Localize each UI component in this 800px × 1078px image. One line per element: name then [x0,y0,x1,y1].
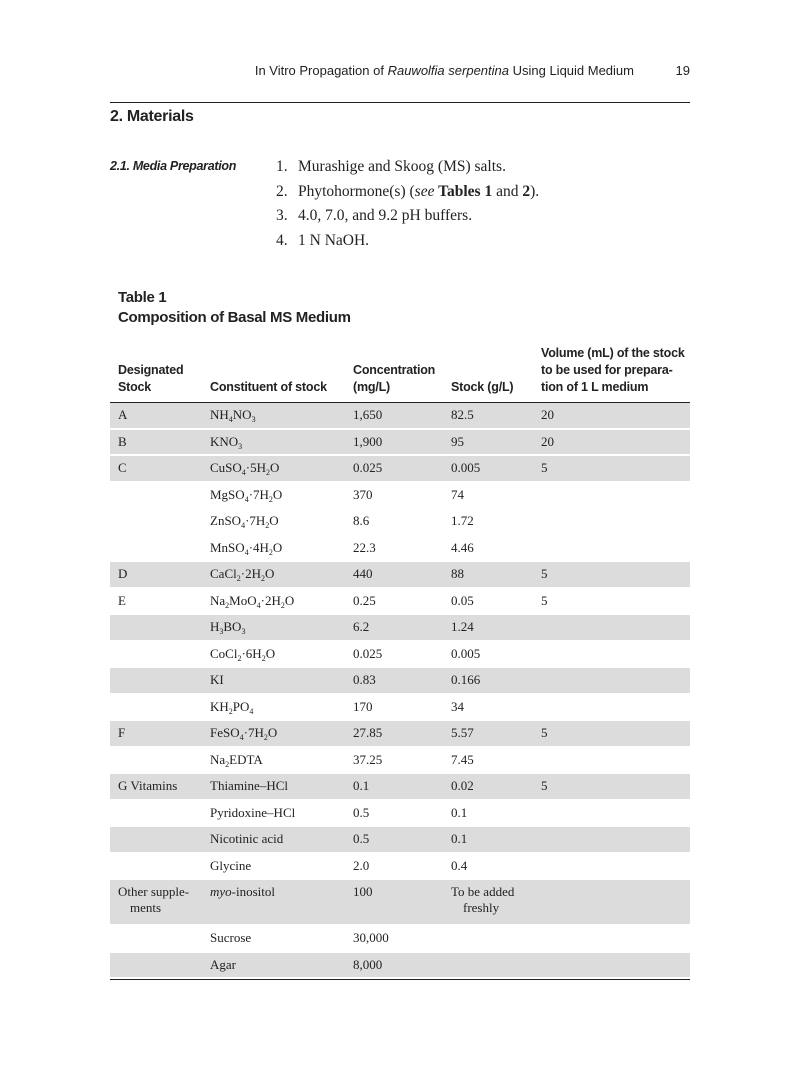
header-designated-stock: Designated Stock [118,363,184,394]
cell-volume: 5 [533,720,690,747]
table-row [110,641,690,668]
list-item [276,207,539,232]
ms-medium-table [110,345,690,979]
cell-constituent: $KH_2PO_4$ [210,698,254,716]
cell-stock-gl: 1.72 [451,513,474,529]
cell-concentration: 0.025 [353,645,383,661]
cell-constituent: $FeSO_4\cdot 7H_2O$ [202,720,345,747]
table-row [110,879,690,925]
cell-constituent: Glycine [210,857,252,873]
cell-stock: F [110,720,202,747]
cell-constituent: Sucrose [210,930,252,946]
list-item-text-pre: Phytohormone(s) ( [298,182,415,200]
cell-stock-gl: 95 [443,429,533,456]
cell-stock-gl [443,925,533,952]
header-rule [110,102,690,103]
table-row [110,720,690,747]
cell-concentration: 440 [345,561,443,588]
cell-stock [110,482,202,509]
cell-volume [533,800,690,827]
cell-constituent: Nicotinic acid [202,826,345,853]
cell-stock [110,694,202,721]
list-item-text: 1 N NaOH. [298,231,370,249]
cell-constituent: $CoCl_2\cdot 6H_2O$ [210,645,276,663]
cell-concentration: 0.1 [345,773,443,800]
cell-volume [533,952,690,979]
running-head [110,63,690,81]
list-item-text: Murashige and Skoog (MS) salts. [298,158,506,175]
table-row [110,773,690,800]
cell-stock [110,641,202,668]
table-row [110,429,690,456]
list-item-text: 4.0, 7.0, and 9.2 pH buffers. [298,207,473,224]
cell-concentration: 0.83 [345,667,443,694]
table-row [110,535,690,562]
cell-volume: 5 [533,561,690,588]
table-header-row [110,345,690,403]
table-caption [118,288,351,328]
cell-volume [533,853,690,880]
cell-volume [533,879,690,925]
list-item [276,183,539,208]
cell-concentration: 1,650 [345,403,443,429]
cell-volume: 20 [533,403,690,429]
cell-stock: A [110,403,202,429]
cell-concentration: 27.85 [345,720,443,747]
cell-stock [110,925,202,952]
table-label: Table 1 [118,289,167,306]
cell-volume: 5 [533,455,690,482]
materials-list [276,158,539,256]
cell-stock-gl: 74 [451,486,464,502]
cell-volume [533,482,690,509]
cell-constituent: Agar [202,952,345,979]
table-row [110,482,690,509]
cell-constituent: $NH_4NO_3$ [202,403,345,429]
header-constituent: Constituent of stock [210,380,327,394]
cell-concentration: 8,000 [345,952,443,979]
cell-stock-gl: 4.46 [451,539,474,555]
cell-volume: 5 [533,773,690,800]
cell-stock-gl: 0.005 [451,645,481,661]
table-row [110,800,690,827]
running-head-title-pre: In Vitro Propagation of [254,63,388,78]
cell-concentration: 170 [353,698,373,714]
cell-constituent: $MgSO_4\cdot 7H_2O$ [210,486,283,504]
cell-concentration: 0.025 [345,455,443,482]
cell-stock: G Vitamins [110,773,202,800]
running-head-title-italic: Rauwolfia serpentina [387,63,509,78]
table-row [110,747,690,774]
cell-stock-gl: 5.57 [443,720,533,747]
cell-stock [110,747,202,774]
page-number: 19 [675,63,690,78]
cell-constituent: KI [202,667,345,694]
cell-stock-gl: 88 [443,561,533,588]
table-row [110,952,690,979]
cell-stock-gl: 0.05 [451,592,474,608]
tables-reference-link[interactable]: Tables 1 [434,182,493,200]
cell-stock-gl: 7.45 [451,751,474,767]
cell-volume [533,747,690,774]
cell-volume [533,694,690,721]
cell-stock [110,853,202,880]
list-item-text-post: ). [530,182,540,200]
table-row [110,694,690,721]
cell-stock-gl: 82.5 [443,403,533,429]
cell-concentration: 30,000 [353,930,389,946]
list-item-number: 1. [276,158,288,175]
cell-stock-gl: 0.02 [443,773,533,800]
cell-stock-gl: 0.1 [443,826,533,853]
cell-stock: B [110,429,202,456]
cell-volume [533,826,690,853]
header-volume: Volume (mL) of the stock to be used for prepara- tion of 1 L medium [541,346,685,394]
header-stock-gl: Stock (g/L) [451,380,514,394]
cell-stock: C [110,455,202,482]
cell-stock [110,614,202,641]
cell-constituent: $ZnSO_4\cdot 7H_2O$ [210,513,279,531]
table-row [110,667,690,694]
cell-volume [533,641,690,668]
cell-concentration: 1,900 [345,429,443,456]
cell-stock [110,826,202,853]
cell-volume [533,614,690,641]
cell-concentration: 0.5 [345,826,443,853]
cell-concentration: 0.25 [353,592,376,608]
cell-concentration: 370 [353,486,373,502]
cell-stock: D [110,561,202,588]
table-title: Composition of Basal MS Medium [118,309,351,326]
table-row [110,853,690,880]
running-head-title [255,63,634,78]
subsection-title: 2.1. Media Preparation [110,159,237,173]
cell-concentration: 22.3 [353,539,376,555]
cell-stock-gl: 0.166 [443,667,533,694]
running-head-title-post: Using Liquid Medium [508,63,634,78]
cell-stock [110,508,202,535]
cell-stock-gl: 0.1 [451,804,468,820]
cell-constituent: myo-inositol [202,879,345,925]
table-row [110,614,690,641]
table-row [110,588,690,615]
cell-stock [110,800,202,827]
list-item-number: 4. [276,231,288,249]
cell-constituent: $Na_2MoO_4\cdot 2H_2O$ [210,592,295,610]
table-row [110,561,690,588]
cell-volume [533,508,690,535]
cell-volume [533,667,690,694]
table-2-reference-link[interactable]: 2 [522,182,531,200]
cell-stock [110,952,202,979]
list-item [276,158,539,183]
cell-stock-gl: To be added freshly [443,879,533,925]
table-bottom-rule [110,979,690,980]
cell-volume: 20 [533,429,690,456]
cell-constituent: $H_3BO_3$ [202,614,345,641]
table-row [110,508,690,535]
cell-constituent: $Na_2EDTA$ [210,751,263,769]
cell-concentration: 0.5 [353,804,370,820]
cell-stock: E [118,592,126,608]
cell-stock-gl: 0.005 [443,455,533,482]
see-reference: see [414,182,435,200]
cell-concentration: 2.0 [353,857,370,873]
list-item-text [298,183,539,208]
list-item-number: 2. [276,182,288,200]
cell-volume [533,535,690,562]
cell-volume [533,925,690,952]
cell-stock [110,535,202,562]
section-title: 2. Materials [110,108,194,125]
list-item [276,232,539,257]
cell-concentration: 6.2 [345,614,443,641]
table-row [110,403,690,429]
cell-stock-gl [443,952,533,979]
cell-concentration: 37.25 [353,751,383,767]
cell-constituent: Pyridoxine–HCl [210,804,296,820]
cell-stock-gl: 34 [451,698,464,714]
cell-constituent: $CuSO_4\cdot 5H_2O$ [202,455,345,482]
table-row [110,455,690,482]
cell-constituent: $MnSO_4\cdot 4H_2O$ [210,539,283,557]
header-concentration: Concentration (mg/L) [353,363,436,394]
cell-stock-gl: 0.4 [451,857,468,873]
table-row [110,826,690,853]
list-item-text-and: and [492,182,523,200]
cell-stock: Other supple- ments [110,879,202,925]
table-row [110,925,690,952]
cell-constituent: $CaCl_2\cdot 2H_2O$ [202,561,345,588]
cell-concentration: 8.6 [353,513,370,529]
cell-constituent: $KNO_3$ [202,429,345,456]
cell-constituent: Thiamine–HCl [202,773,345,800]
cell-volume: 5 [541,592,548,608]
list-item-number: 3. [276,207,288,224]
cell-stock-gl: 1.24 [443,614,533,641]
cell-stock [110,667,202,694]
cell-concentration: 100 [345,879,443,925]
